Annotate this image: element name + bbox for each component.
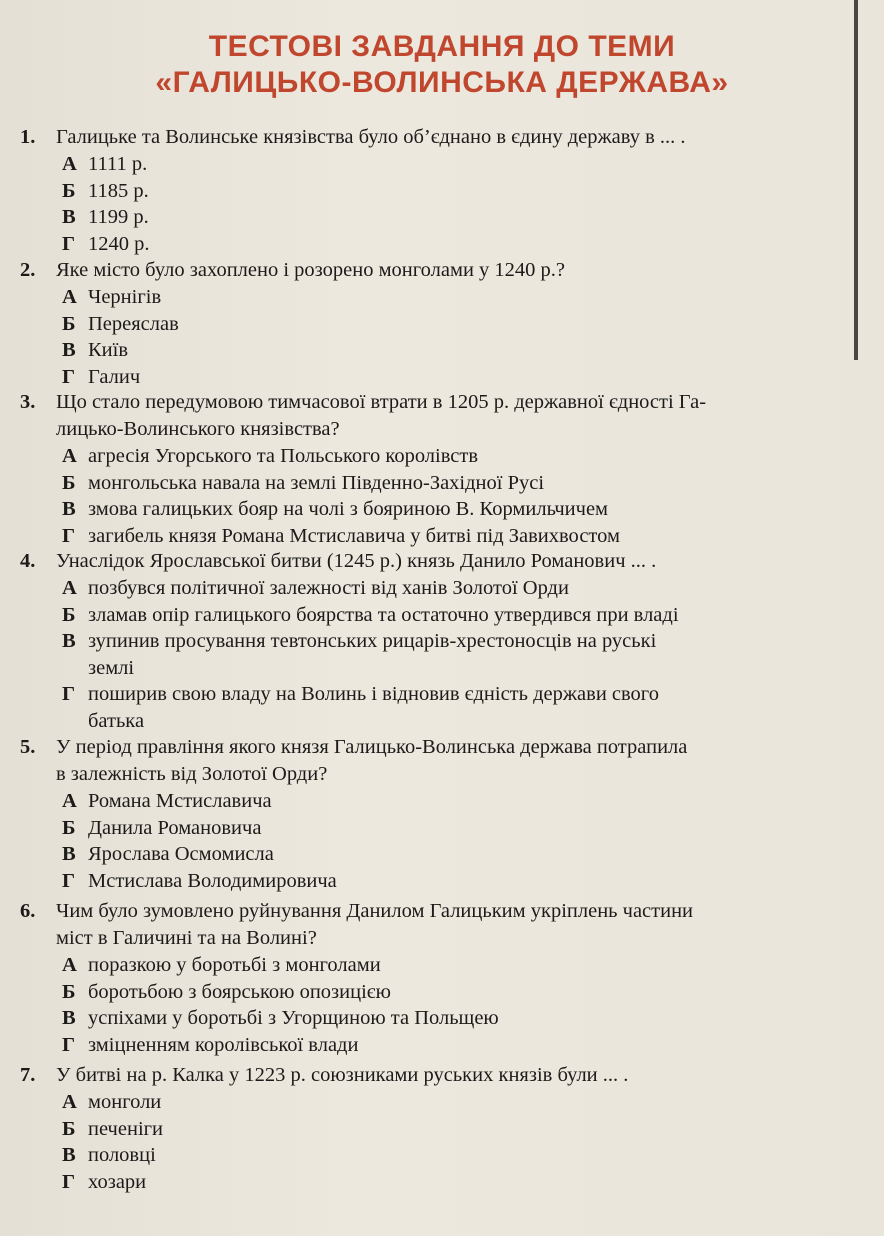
option-letter: Г xyxy=(62,869,76,892)
question-1 xyxy=(20,124,820,257)
option-letter: А xyxy=(62,577,77,599)
question-4 xyxy=(20,548,820,734)
option-letter: Б xyxy=(62,603,76,626)
option-text: Київ xyxy=(88,339,129,361)
option-letter: В xyxy=(62,339,76,361)
question-number: 1. xyxy=(20,126,36,148)
question-5 xyxy=(20,734,820,894)
option-text: позбувся політичної залежності від ханів Золотої Орди xyxy=(88,577,569,599)
option-letter: Б xyxy=(62,816,76,839)
option-text: успіхами у боротьбі з Угорщиною та Польщею xyxy=(88,1007,499,1029)
page-title-line-2: «ГАЛИЦЬКО-ВОЛИНСЬКА ДЕРЖАВА» xyxy=(155,66,729,99)
option-letter: Б xyxy=(62,1117,76,1140)
answer-option-d xyxy=(20,231,820,258)
option-text: поширив свою владу на Волинь і відновив єдність держави свого xyxy=(88,683,659,705)
option-letter: Г xyxy=(62,1033,76,1056)
option-letter: А xyxy=(62,445,77,467)
question-text: Яке місто було захоплено і розорено монголами у 1240 р.? xyxy=(56,259,566,281)
option-text: Мстислава Володимировича xyxy=(88,869,337,892)
answer-option-c xyxy=(20,204,820,231)
option-letter: Б xyxy=(62,312,76,335)
answer-option-d xyxy=(20,1032,820,1059)
option-text: Чернігів xyxy=(88,286,162,308)
option-text: печеніги xyxy=(88,1117,164,1140)
option-letter: Г xyxy=(62,1170,76,1193)
answer-option-b xyxy=(20,311,820,338)
option-text-continued: землі xyxy=(88,656,135,679)
answer-option-a xyxy=(20,151,820,178)
option-letter: Г xyxy=(62,232,76,255)
question-7 xyxy=(20,1062,820,1195)
answer-option-c xyxy=(20,841,820,868)
answer-option-b xyxy=(20,815,820,842)
question-number: 6. xyxy=(20,900,36,922)
answer-option-a xyxy=(20,284,820,311)
question-text-continued: лицько-Волинського князівства? xyxy=(56,418,340,440)
page-title-line-1: ТЕСТОВІ ЗАВДАННЯ ДО ТЕМИ xyxy=(208,30,676,63)
answer-option-c xyxy=(20,628,820,655)
option-text: половці xyxy=(88,1144,156,1166)
option-text: Ярослава Осмомисла xyxy=(88,843,274,865)
option-text: боротьбою з боярською опозицією xyxy=(88,980,391,1003)
answer-option-b xyxy=(20,470,820,497)
option-letter: Б xyxy=(62,471,76,494)
option-letter: В xyxy=(62,630,76,652)
option-letter: Б xyxy=(62,179,76,202)
question-number: 7. xyxy=(20,1064,36,1086)
option-letter: Б xyxy=(62,980,76,1003)
option-letter: А xyxy=(62,153,77,175)
answer-option-c xyxy=(20,1005,820,1032)
answer-option-b xyxy=(20,1116,820,1143)
option-letter: В xyxy=(62,498,76,520)
option-text: Переяслав xyxy=(88,312,179,335)
question-text: Чим було зумовлено руйнування Данилом Галицьким укріплень частини xyxy=(56,900,694,922)
option-letter: В xyxy=(62,1144,76,1166)
option-text: зміцненням королівської влади xyxy=(88,1033,359,1056)
option-letter: В xyxy=(62,843,76,865)
option-text: агресія Угорського та Польського королівств xyxy=(88,445,479,467)
answer-option-b xyxy=(20,178,820,205)
answer-option-c xyxy=(20,337,820,364)
option-letter: В xyxy=(62,1007,76,1029)
question-number: 2. xyxy=(20,259,36,281)
option-text-continued: батька xyxy=(88,709,145,732)
option-text: хозари xyxy=(88,1170,147,1193)
question-text-continued: міст в Галичині та на Волині? xyxy=(56,927,317,949)
question-text-continued: в залежність від Золотої Орди? xyxy=(56,763,328,785)
question-text: Галицьке та Волинське князівства було об’єднано в єдину державу в ... . xyxy=(56,126,686,148)
question-number: 4. xyxy=(20,550,36,572)
option-letter: А xyxy=(62,286,77,308)
question-number: 5. xyxy=(20,736,36,758)
answer-option-b xyxy=(20,979,820,1006)
answer-option-b xyxy=(20,602,820,629)
answer-option-a xyxy=(20,952,820,979)
question-text: Що стало передумовою тимчасової втрати в 1205 р. державної єдності Га- xyxy=(56,391,707,413)
option-letter: А xyxy=(62,1091,77,1113)
answer-option-a xyxy=(20,788,820,815)
answer-option-d xyxy=(20,868,820,895)
option-letter: Г xyxy=(62,524,76,547)
answer-option-c xyxy=(20,1142,820,1169)
option-text: Романа Мстиславича xyxy=(88,790,272,812)
answer-option-d xyxy=(20,681,820,708)
option-letter: А xyxy=(62,954,77,976)
option-letter: В xyxy=(62,206,76,228)
option-letter: Г xyxy=(62,365,76,388)
question-6 xyxy=(20,898,820,1058)
option-text: 1111 р. xyxy=(88,153,148,175)
option-text: 1240 р. xyxy=(88,232,150,255)
option-text: поразкою у боротьбі з монголами xyxy=(88,954,381,976)
option-text: монголи xyxy=(88,1091,162,1113)
option-letter: Г xyxy=(62,683,76,705)
option-text: 1185 р. xyxy=(88,179,149,202)
answer-option-d xyxy=(20,1169,820,1196)
answer-option-c xyxy=(20,496,820,523)
answer-option-a xyxy=(20,575,820,602)
answer-option-a xyxy=(20,443,820,470)
option-text: 1199 р. xyxy=(88,206,149,228)
question-2 xyxy=(20,257,820,390)
answer-option-d xyxy=(20,523,820,550)
option-letter: А xyxy=(62,790,77,812)
option-text: зламав опір галицького боярства та остаточно утвердився при владі xyxy=(88,603,679,626)
question-text: У період правління якого князя Галицько-Волинська держава потрапила xyxy=(56,736,688,758)
answer-option-d xyxy=(20,364,820,391)
option-text: зупинив просування тевтонських рицарів-хрестоносців на руські xyxy=(88,630,657,652)
option-text: загибель князя Романа Мстиславича у битві під Завихвостом xyxy=(88,524,620,547)
option-text: Галич xyxy=(88,365,141,388)
question-3 xyxy=(20,389,820,549)
option-text: змова галицьких бояр на чолі з бояриною В. Кормильчичем xyxy=(88,498,609,520)
question-number: 3. xyxy=(20,391,36,413)
answer-option-a xyxy=(20,1089,820,1116)
option-text: монгольська навала на землі Південно-Західної Русі xyxy=(88,471,545,494)
question-text: У битві на р. Калка у 1223 р. союзниками руських князів були ... . xyxy=(56,1064,629,1086)
question-text: Унаслідок Ярославської битви (1245 р.) князь Данило Романович ... . xyxy=(56,550,657,572)
option-text: Данила Романовича xyxy=(88,816,262,839)
